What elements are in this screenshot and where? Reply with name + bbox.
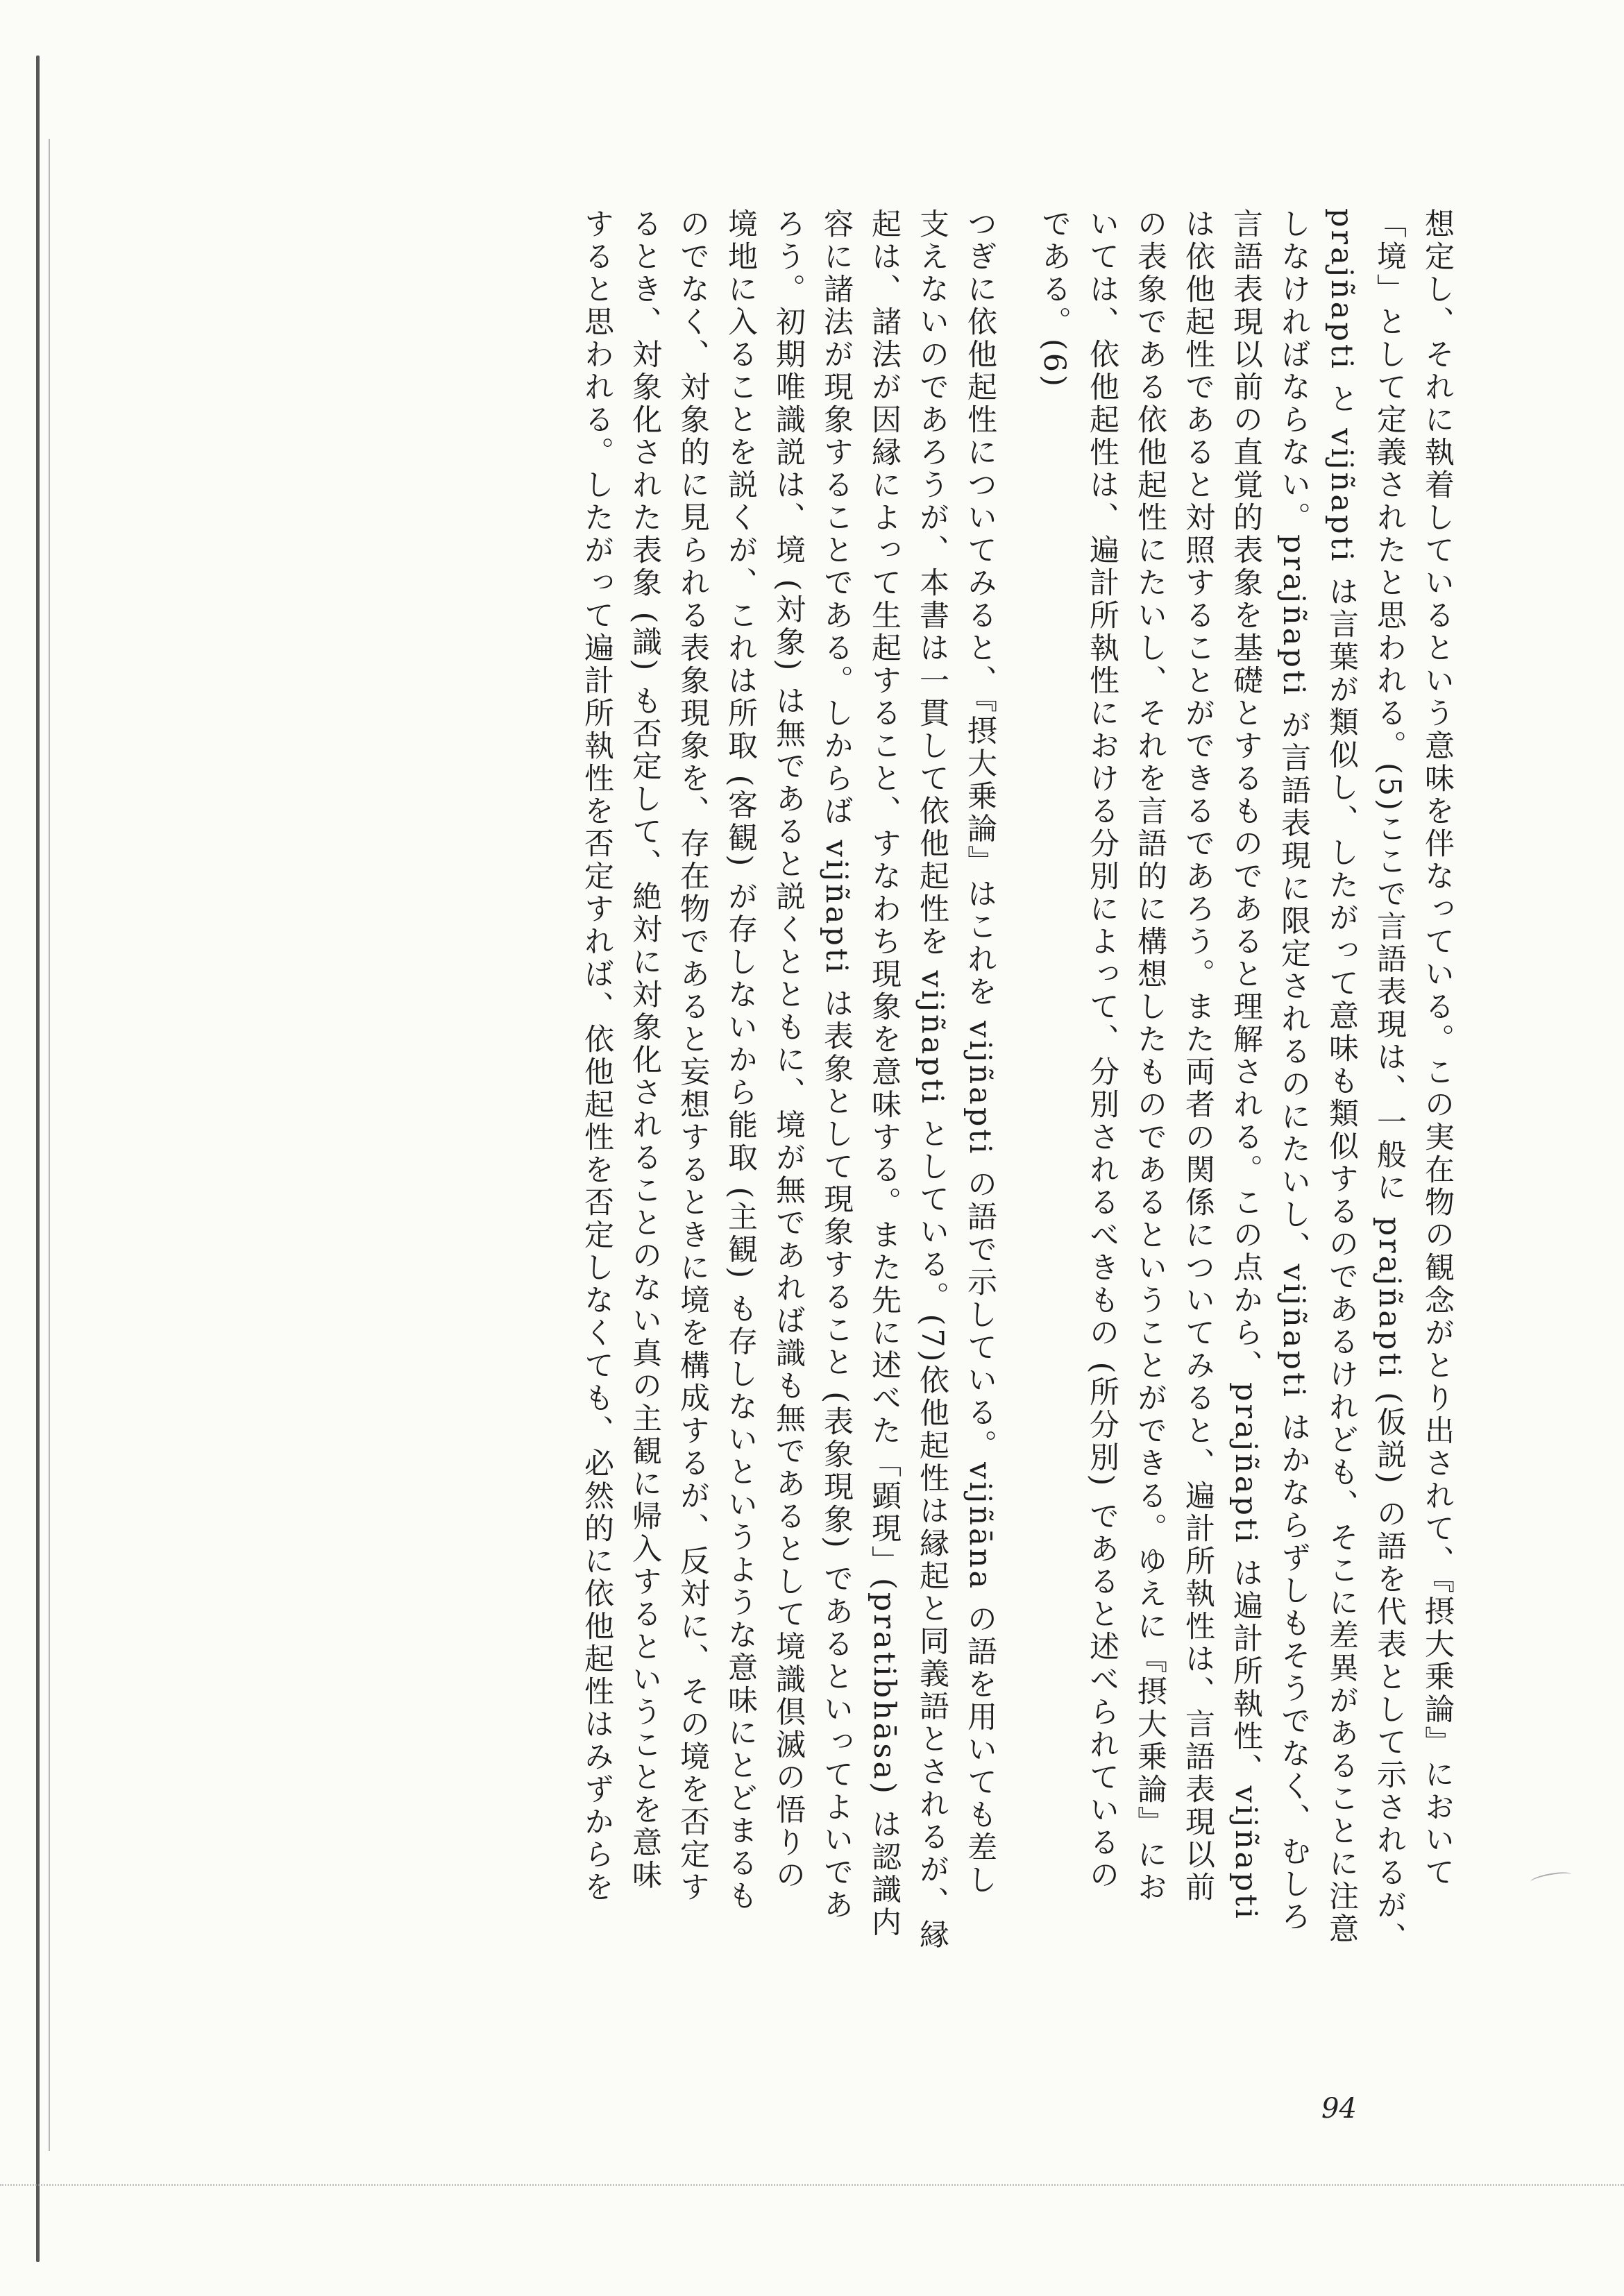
text-column: のでなく、対象的に見られる表象現象を、存在物であると妄想するときに境を構成するが、反対に、その境を否定す bbox=[675, 208, 710, 1904]
text-column: 支えないのであろうが、本書は一貫して依他起性を vijñapti としている。(7)依他起性は縁起と同義語とされるが、縁 bbox=[915, 208, 949, 1952]
text-column: 想定し、それに執着しているという意味を伴なっている。この実在物の観念がとり出されて、『摂大乗論』において bbox=[1420, 208, 1455, 1889]
text-column: 境地に入ることを説くが、これは所取 (客観) が存しないから能取 (主観) も存しないというような意味にとどまるも bbox=[723, 208, 758, 1913]
body-text bbox=[580, 208, 1461, 1955]
text-column: つぎに依他起性についてみると、『摂大乗論』はこれを vijñapti の語で示している。vijñāna の語を用いても差し bbox=[963, 208, 997, 1897]
scan-crop-line bbox=[0, 2184, 1624, 2186]
scan-smudge-mark bbox=[1530, 1870, 1573, 1887]
text-column: は依他起性であると対照することができるであろう。また両者の関係についてみると、遍計所執性は、言語表現以前 bbox=[1181, 208, 1215, 1904]
page-number: 94 bbox=[1321, 2093, 1357, 2125]
binding-edge-line bbox=[36, 56, 40, 2262]
paragraph-gap bbox=[1004, 208, 1030, 1950]
text-column: 容に諸法が現象することである。しからば vijñapti は表象として現象すること (表象現象) であるといってよいであ bbox=[819, 208, 854, 1922]
text-column: 「境」として定義されたと思われる。(5)ここで言語表現は、一般に prajñapti (仮説) の語を代表として示されるが、 bbox=[1372, 208, 1407, 1955]
text-column: しなければならない。prajñapti が言語表現に限定されるのにたいし、vijñapti はかならずしもそうでなく、むしろ bbox=[1276, 208, 1311, 1934]
text-column: 起は、諸法が因縁によって生起すること、すなわち現象を意味する。また先に述べた「顕現」(pratibhāsa) は認識内 bbox=[867, 208, 902, 1939]
text-column: 言語表現以前の直覚的表象を基礎とするものであると理解される。この点から、prajñapti は遍計所執性、vijñapti bbox=[1228, 208, 1263, 1921]
text-column: ろう。初期唯識説は、境 (対象) は無であると説くとともに、境が無であれば識も無であるとして境識倶滅の悟りの bbox=[771, 208, 806, 1892]
vertical-text-columns bbox=[580, 208, 1461, 1955]
text-column: の表象である依他起性にたいし、それを言語的に構想したものであるということができる。ゆえに『摂大乗論』にお bbox=[1133, 208, 1167, 1904]
text-column: いては、依他起性は、遍計所執性における分別によって、分別されるべきもの (所分別) であると述べられているの bbox=[1085, 208, 1119, 1892]
text-column: るとき、対象化された表象 (識) も否定して、絶対に対象化されることのない真の主観に帰入するということを意味 bbox=[627, 208, 662, 1892]
text-column: である。(6) bbox=[1037, 208, 1072, 389]
text-column: すると思われる。したがって遍計所執性を否定すれば、依他起性を否定しなくても、必然的に依他起性はみずからを bbox=[580, 208, 614, 1904]
binding-edge-line-inner bbox=[49, 139, 50, 2151]
text-column: prajñapti と vijñapti は言葉が類似し、したがって意味も類似するのであるけれども、そこに差異があることに注意 bbox=[1324, 208, 1359, 1946]
